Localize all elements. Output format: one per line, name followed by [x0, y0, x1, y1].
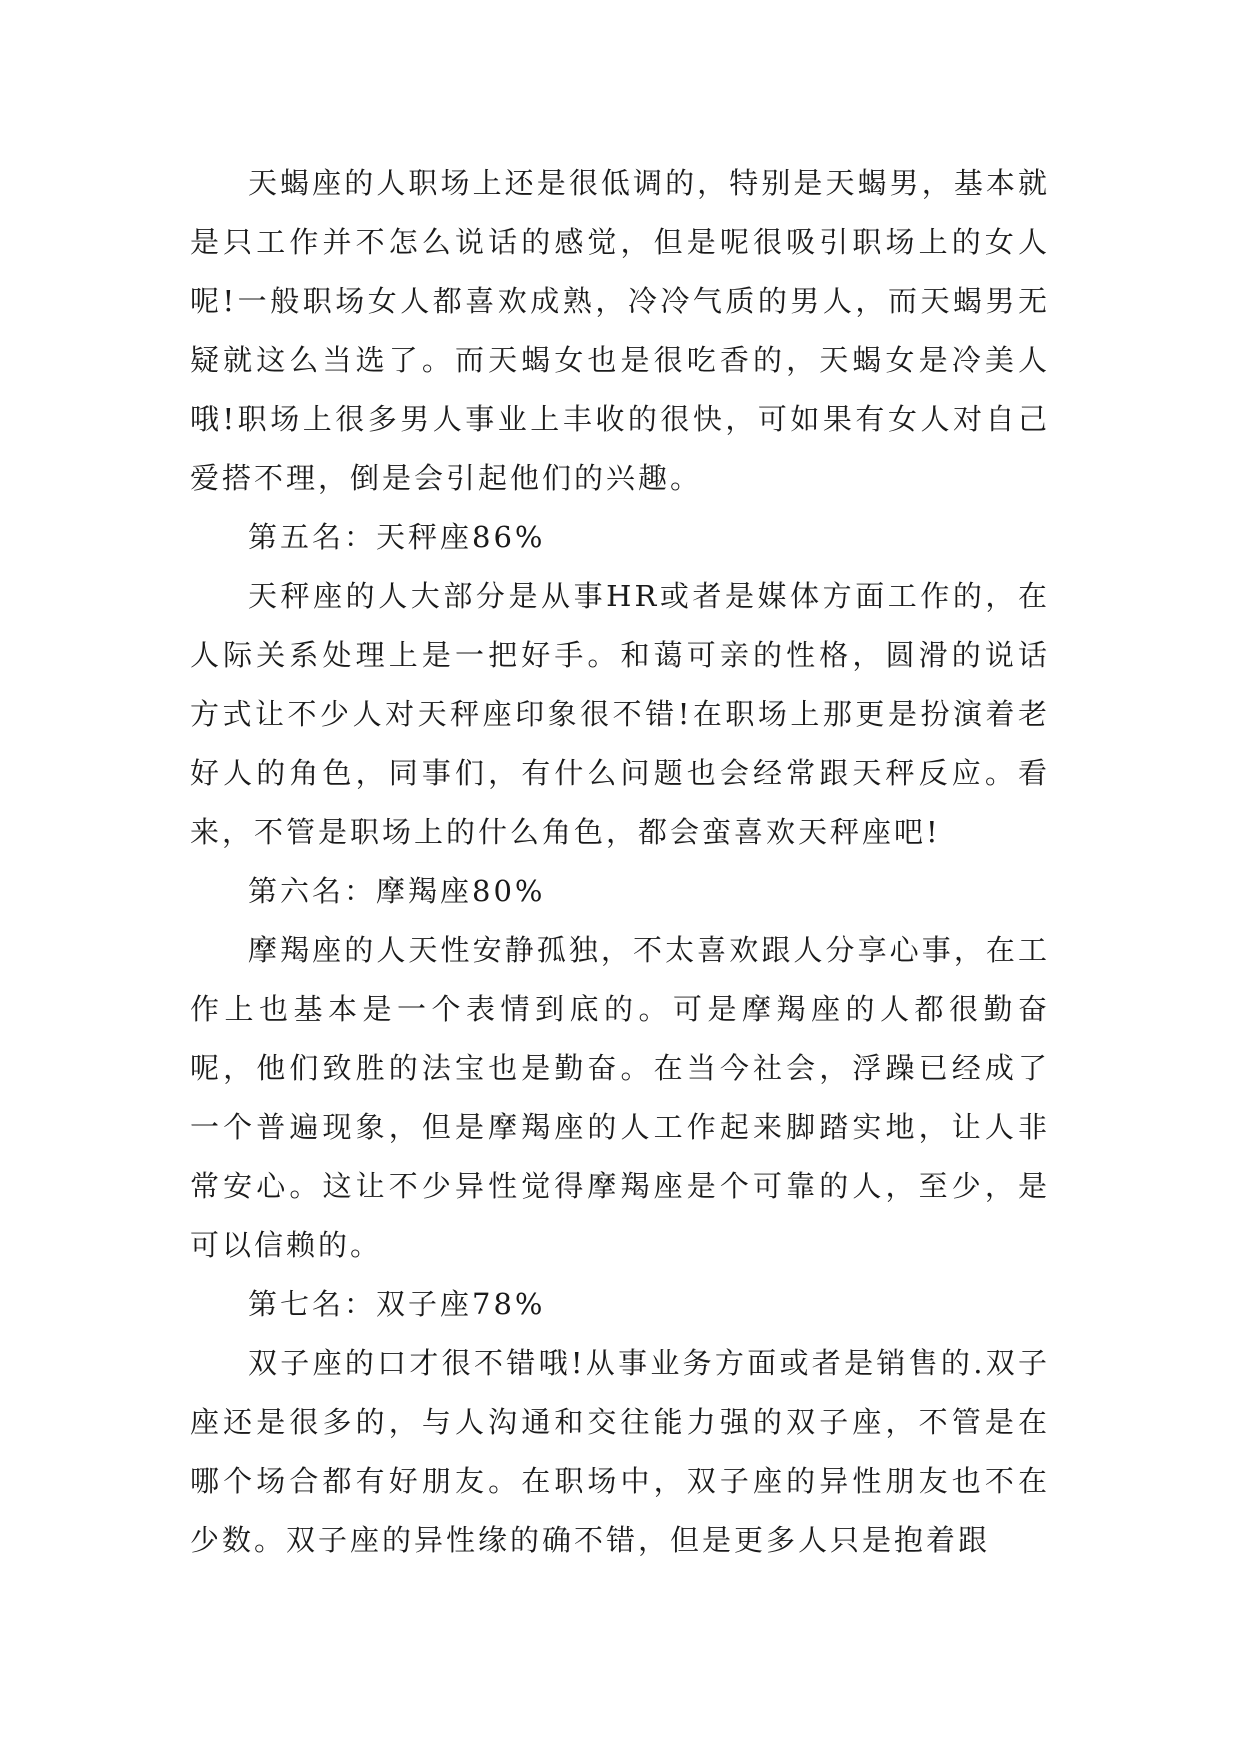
document-body [190, 154, 1050, 1570]
heading-rank-7-gemini: 第七名：双子座78% [248, 1287, 546, 1321]
paragraph-gemini: 双子座的口才很不错哦!从事业务方面或者是销售的.双子座还是很多的，与人沟通和交往能力强的双子座，不管是在哪个场合都有好朋友。在职场中，双子座的异性朋友也不在少数。双子座的异性缘的确不错，但是更多人只是抱着跟 [190, 1346, 1050, 1557]
heading-rank-5-libra: 第五名：天秤座86% [248, 520, 546, 554]
paragraph-capricorn: 摩羯座的人天性安静孤独，不太喜欢跟人分享心事，在工作上也基本是一个表情到底的。可是摩羯座的人都很勤奋呢，他们致胜的法宝也是勤奋。在当今社会，浮躁已经成了一个普遍现象，但是摩羯座的人工作起来脚踏实地，让人非常安心。这让不少异性觉得摩羯座是个可靠的人，至少，是可以信赖的。 [190, 933, 1050, 1262]
heading-rank-6-capricorn: 第六名：摩羯座80% [248, 874, 546, 908]
paragraph-scorpio: 天蝎座的人职场上还是很低调的，特别是天蝎男，基本就是只工作并不怎么说话的感觉，但是呢很吸引职场上的女人呢!一般职场女人都喜欢成熟，冷冷气质的男人，而天蝎男无疑就这么当选了。而天蝎女也是很吃香的，天蝎女是冷美人哦!职场上很多男人事业上丰收的很快，可如果有女人对自己爱搭不理，倒是会引起他们的兴趣。 [190, 166, 1050, 495]
paragraph-libra: 天秤座的人大部分是从事HR或者是媒体方面工作的，在人际关系处理上是一把好手。和蔼可亲的性格，圆滑的说话方式让不少人对天秤座印象很不错!在职场上那更是扮演着老好人的角色，同事们，有什么问题也会经常跟天秤反应。看来，不管是职场上的什么角色，都会蛮喜欢天秤座吧! [190, 579, 1050, 849]
